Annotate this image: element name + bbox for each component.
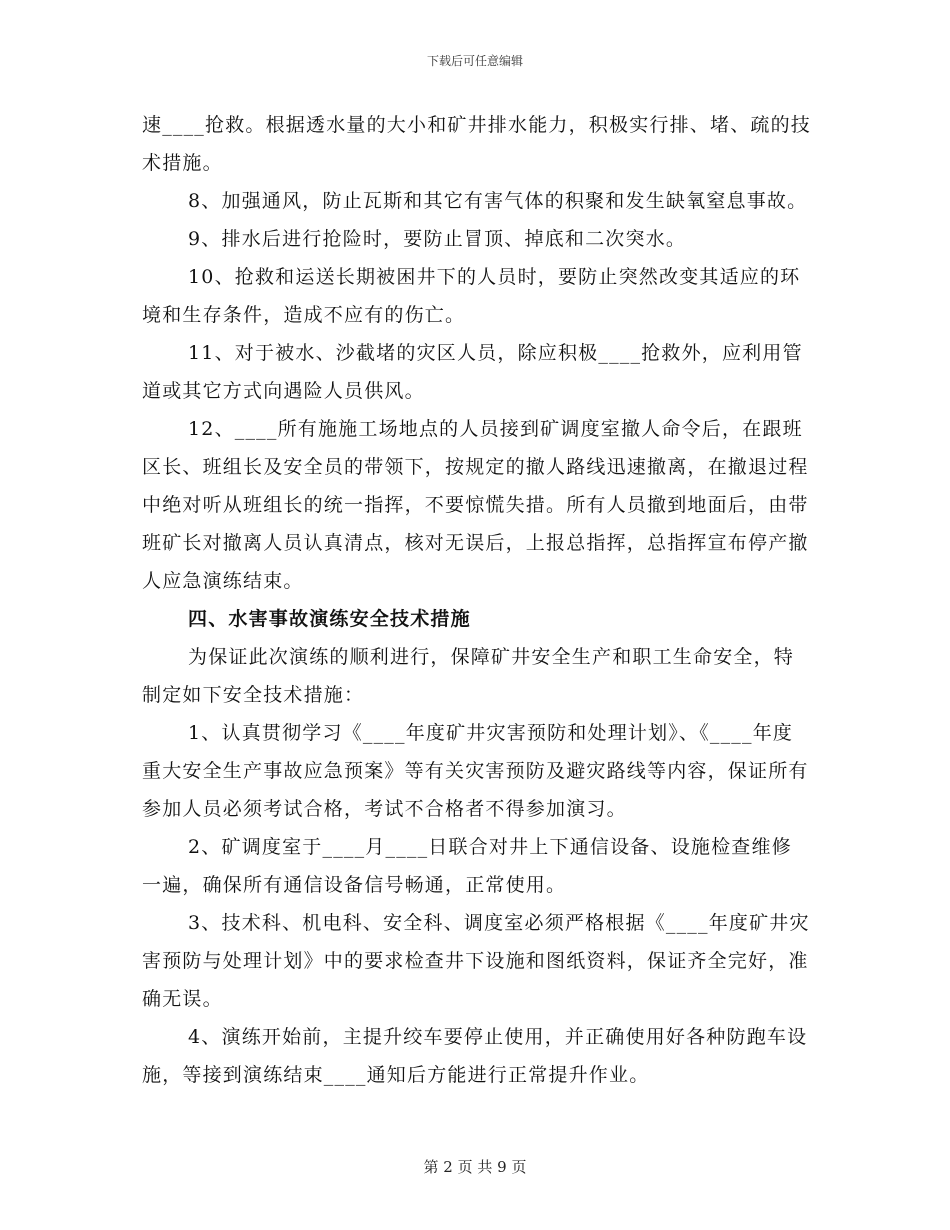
- paragraph-measure-3: 3、技术科、机电科、安全科、调度室必须严格根据《____年度矿井灾害预防与处理计划》中的要求检查井下设施和图纸资料，保证齐全完好，准确无误。: [142, 912, 810, 1010]
- paragraph-item-11: 11、对于被水、沙截堵的灾区人员，除应积极____抢救外，应利用管道或其它方式向遇险人员供风。: [142, 342, 803, 402]
- document-body: [142, 106, 812, 1094]
- header-note: 下载后可任意编辑: [426, 54, 523, 68]
- paragraph-continuation: 速____抢救。根据透水量的大小和矿井排水能力，积极实行排、堵、疏的技术措施。: [142, 114, 812, 174]
- section-heading: 四、水害事故演练安全技术措施: [188, 608, 471, 630]
- paragraph-item-12: 12、____所有施施工场地点的人员接到矿调度室撤人命令后，在跟班区长、班组长及安全员的带领下，按规定的撤人路线迅速撤离，在撤退过程中绝对听从班组长的统一指挥，不要惊慌失措。所有人员撤到地面后，由带班矿长对撤离人员认真清点，核对无误后，上报总指挥，总指挥宣布停产撤人应急演练结束。: [142, 418, 809, 592]
- paragraph-item-9: 9、排水后进行抢险时，要防止冒顶、掉底和二次突水。: [188, 228, 687, 250]
- paragraph-measure-2: 2、矿调度室于____月____日联合对井上下通信设备、设施检查维修一遍，确保所有通信设备信号畅通，正常使用。: [142, 836, 792, 896]
- paragraph-measure-1: 1、认真贯彻学习《____年度矿井灾害预防和处理计划》、《____年度重大安全生产事故应急预案》等有关灾害预防及避灾路线等内容，保证所有参加人员必须考试合格，考试不合格者不得参加演习。: [142, 722, 809, 820]
- page-number: 第 2 页 共 9 页: [423, 1158, 527, 1176]
- paragraph-intro: 为保证此次演练的顺利进行，保障矿井安全生产和职工生命安全，特制定如下安全技术措施：: [142, 646, 795, 706]
- paragraph-measure-4: 4、演练开始前，主提升绞车要停止使用，并正确使用好各种防跑车设施，等接到演练结束____通知后方能进行正常提升作业。: [142, 1026, 808, 1086]
- paragraph-item-10: 10、抢救和运送长期被困井下的人员时，要防止突然改变其适应的环境和生存条件，造成不应有的伤亡。: [142, 266, 801, 326]
- paragraph-item-8: 8、加强通风，防止瓦斯和其它有害气体的积聚和发生缺氧窒息事故。: [188, 190, 808, 212]
